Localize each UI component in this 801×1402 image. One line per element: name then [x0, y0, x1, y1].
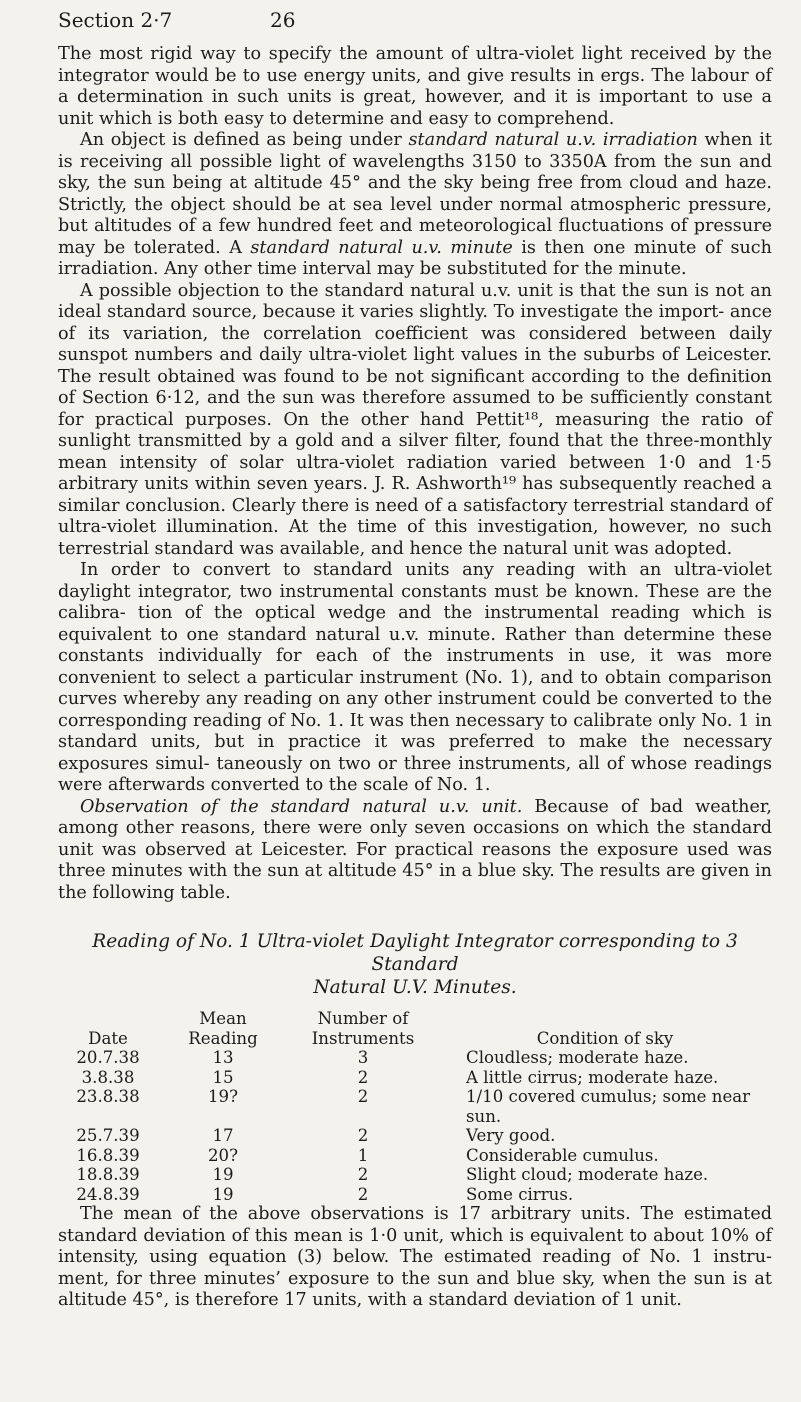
body-text: [58, 44, 772, 1312]
header-date-label: Date: [88, 1028, 128, 1048]
header-mean-line-2: Reading: [188, 1028, 258, 1048]
cell-condition: Cloudless; moderate haze.: [466, 1048, 689, 1067]
cell-number: 2: [357, 1087, 369, 1106]
cell-date: 24.8.39: [76, 1184, 140, 1204]
cell-condition: Very good.: [466, 1126, 556, 1145]
cell-mean: 19?: [207, 1087, 238, 1106]
cell-date: 25.7.39: [76, 1126, 140, 1145]
table-row: [58, 1048, 772, 1068]
paragraph-3: A possible objection to the standard natural u.v. unit is that the sun is not an ideal standard source, because it varies slightly. To investigate the import- ance of its variation, the correlation coefficient was considered between daily sunspot numbers and daily ultra-violet light values in the suburbs of Leicester. The result obtained was found to be not significant according to the definition of Section 6·12, and the sun was therefore assumed to be sufficiently constant for practical purposes. On the other hand Pettit¹⁸, measuring the ratio of sunlight transmitted by a gold and a silver filter, found that the three-monthly mean intensity of solar ultra-violet radiation varied between 1·0 and 1·5 arbitrary units within seven years. J. R. Ashworth¹⁹ has subsequently reached a similar conclusion. Clearly there is need of a satisfactory terrestrial standard of ultra-violet illumination. At the time of this investigation, however, no such terrestrial standard was available, and hence the natural unit was adopted.: [58, 280, 772, 559]
table-row: [58, 1087, 772, 1126]
header-mean-line-1: Mean: [199, 1009, 247, 1028]
table-row: [58, 1146, 772, 1166]
cell-condition: Considerable cumulus.: [466, 1145, 659, 1165]
header-number: [288, 1009, 438, 1048]
cell-condition: 1/10 covered cumulus; some near sun.: [466, 1087, 751, 1126]
cell-mean: 17: [212, 1126, 234, 1145]
p2-term2: standard natural u.v. minute: [250, 237, 513, 258]
cell-number: 2: [357, 1184, 369, 1204]
table-header-row: [58, 1009, 772, 1048]
cell-number: 1: [357, 1145, 369, 1165]
p2-term: standard natural u.v. irradiation: [408, 130, 698, 150]
caption-line-2: Natural U.V. Minutes.: [313, 977, 517, 998]
cell-mean: 19: [212, 1165, 234, 1184]
cell-mean: 15: [212, 1067, 234, 1087]
header-date: [58, 1009, 158, 1048]
p2-text-b: when it is receiving all possible light of wavelengths 3150 to 3350A from the sun and sky, the sun being at altitude 45° and the sky being free from cloud and haze. Strictly, the object should be at sea level under normal atmospheric pressure, but altitudes of a few hundred feet and meteorological fluctuations of pressure may be tolerated. A: [58, 130, 772, 258]
table-row: [58, 1185, 772, 1205]
cell-date: 16.8.39: [76, 1145, 140, 1165]
header-number-line-2: Instruments: [311, 1028, 415, 1048]
cell-number: 2: [357, 1126, 369, 1145]
cell-number: 2: [357, 1067, 369, 1087]
header-condition: [438, 1009, 772, 1048]
page-header: [58, 8, 741, 38]
paragraph-2: [58, 130, 772, 281]
table-row: [58, 1126, 772, 1146]
cell-condition: Some cirrus.: [466, 1184, 574, 1204]
cell-mean: 13: [212, 1048, 234, 1067]
cell-condition: A little cirrus; moderate haze.: [466, 1067, 719, 1087]
p5-term: Observation of the standard natural u.v. unit.: [80, 796, 523, 817]
p2-text-c: is then one minute of such irradiation. Any other time interval may be substituted for the minute.: [58, 237, 772, 279]
p5-text: Because of bad weather, among other reasons, there were only seven occasions on which the standard unit was observed at Leicester. For practical reasons the exposure used was three minutes with the sun at altitude 45° in a blue sky. The results are given in the following table.: [58, 796, 773, 903]
table-row: [58, 1068, 772, 1088]
cell-number: 3: [357, 1048, 369, 1067]
p2-text-a: An object is defined as being under: [80, 130, 409, 150]
cell-date: 18.8.39: [76, 1165, 140, 1184]
cell-number: 2: [357, 1165, 369, 1184]
header-mean: [158, 1009, 288, 1048]
cell-date: 3.8.38: [81, 1067, 135, 1087]
observation-table: [58, 1009, 772, 1204]
section-label: Section 2·7: [58, 8, 173, 32]
paragraph-1: The most rigid way to specify the amount of ultra-violet light received by the integrator would be to use energy units, and give results in ergs. The labour of a determination in such units is great, however, and it is important to use a unit which is both easy to determine and easy to comprehend.: [58, 44, 772, 129]
header-condition-label: Condition of sky: [536, 1028, 674, 1048]
caption-line-1: Reading of No. 1 Ultra-violet Daylight Integrator corresponding to 3 Standard: [92, 931, 738, 975]
table-row: [58, 1165, 772, 1185]
page-number: 26: [270, 8, 296, 32]
cell-date: 20.7.38: [76, 1048, 140, 1067]
cell-mean: 19: [212, 1184, 234, 1204]
paragraph-5: [58, 797, 772, 905]
header-number-line-1: Number of: [317, 1009, 409, 1028]
cell-date: 23.8.38: [76, 1087, 140, 1106]
table-caption: [58, 930, 772, 999]
paragraph-4: In order to convert to standard units any reading with an ultra-violet daylight integrator, two instrumental constants must be known. These are the calibra- tion of the optical wedge and the instrumental reading which is equivalent to one standard natural u.v. minute. Rather than determine these constants individually for each of the instruments in use, it was more convenient to select a particular instrument (No. 1), and to obtain comparison curves whereby any reading on any other instrument could be converted to the corresponding reading of No. 1. It was then necessary to calibrate only No. 1 in standard units, but in practice it was preferred to make the necessary exposures simul- taneously on two or three instruments, all of whose readings were afterwards converted to the scale of No. 1.: [58, 560, 772, 795]
cell-condition: Slight cloud; moderate haze.: [466, 1165, 709, 1184]
closing-paragraph: The mean of the above observations is 17 arbitrary units. The estimated standard deviation of this mean is 1·0 unit, which is equivalent to about 10% of intensity, using equation (3) below. The estimated reading of No. 1 instru- ment, for three minutes’ exposure to the sun and blue sky, when the sun is at altitude 45°, is therefore 17 units, with a standard deviation of 1 unit.: [58, 1204, 772, 1310]
cell-mean: 20?: [207, 1145, 238, 1165]
